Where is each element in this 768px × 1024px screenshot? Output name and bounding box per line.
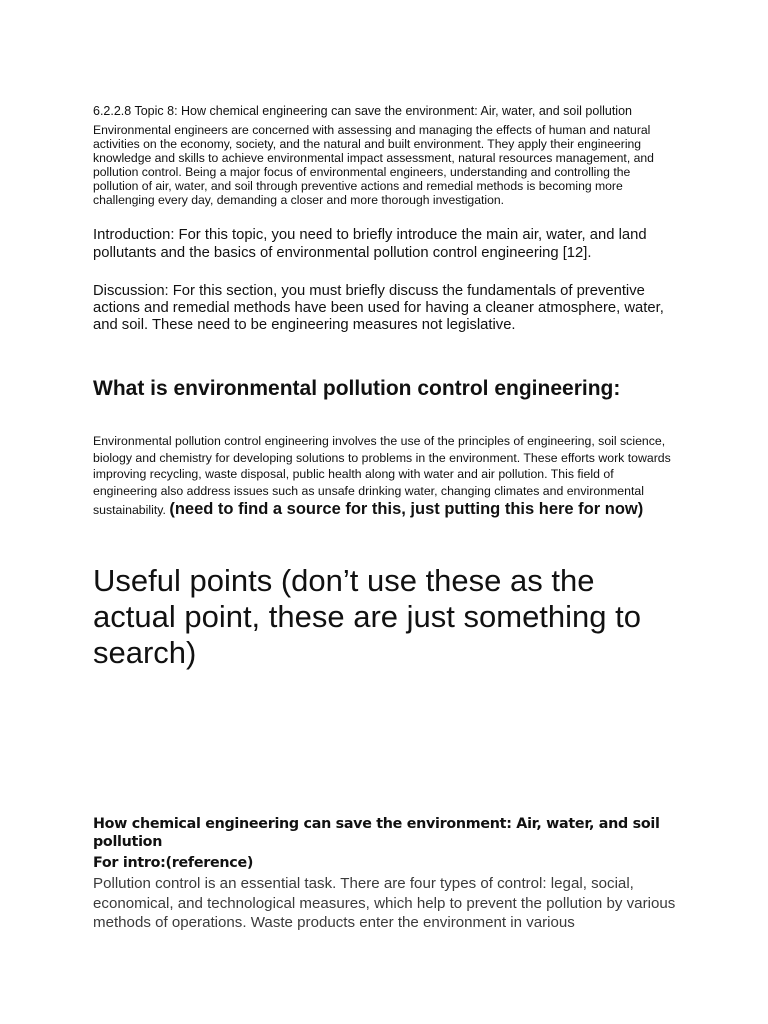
section-title: What is environmental pollution control engineering: (93, 377, 621, 400)
introduction-paragraph: Introduction: For this topic, you need to briefly introduce the main air, water, and land pollutants and the basics of environmental pollution control engineering [12]. (93, 227, 647, 261)
useful-points-title: Useful points (don’t use these as the actual point, these are just something to search) (93, 563, 641, 670)
definition-paragraph (93, 433, 679, 519)
topic-heading: 6.2.2.8 Topic 8: How chemical engineering can save the environment: Air, water, and soil pollution (93, 104, 632, 118)
intro-paragraph: Environmental engineers are concerned with assessing and managing the effects of human and natural activities on the economy, society, and the natural and built environment. They apply their engineering knowledge and skills to achieve environmental impact assessment, natural resources management, and pollution control. Being a major focus of environmental engineers, understanding and controlling the pollution of air, water, and soil through preventive actions and remedial methods is becoming more challenging every day, demanding a closer and more thorough investigation. (93, 123, 654, 207)
intro-reference-label: For intro:(reference) (93, 855, 254, 871)
pollution-paragraph: Pollution control is an essential task. There are four types of control: legal, social, economical, and technological measures, which help to prevent the pollution by various methods of operations. Waste products enter the environment in various (93, 875, 676, 932)
discussion-paragraph: Discussion: For this section, you must briefly discuss the fundamentals of preventive actions and remedial methods have been used for having a cleaner atmosphere, water, and soil. These need to be engineering measures not legislative. (93, 283, 664, 333)
definition-text: Environmental pollution control engineering involves the use of the principles of engineering, soil science, biology and chemistry for developing solutions to problems in the environment. These efforts work towards improving recycling, waste disposal, public health along with water and air pollution. This field of engineering also address issues such as unsafe drinking water, changing climates and environmental sustainability. (93, 434, 671, 518)
source-note: (need to find a source for this, just putting this here for now) (169, 500, 644, 519)
bottom-heading: How chemical engineering can save the environment: Air, water, and soil pollution (93, 816, 660, 850)
